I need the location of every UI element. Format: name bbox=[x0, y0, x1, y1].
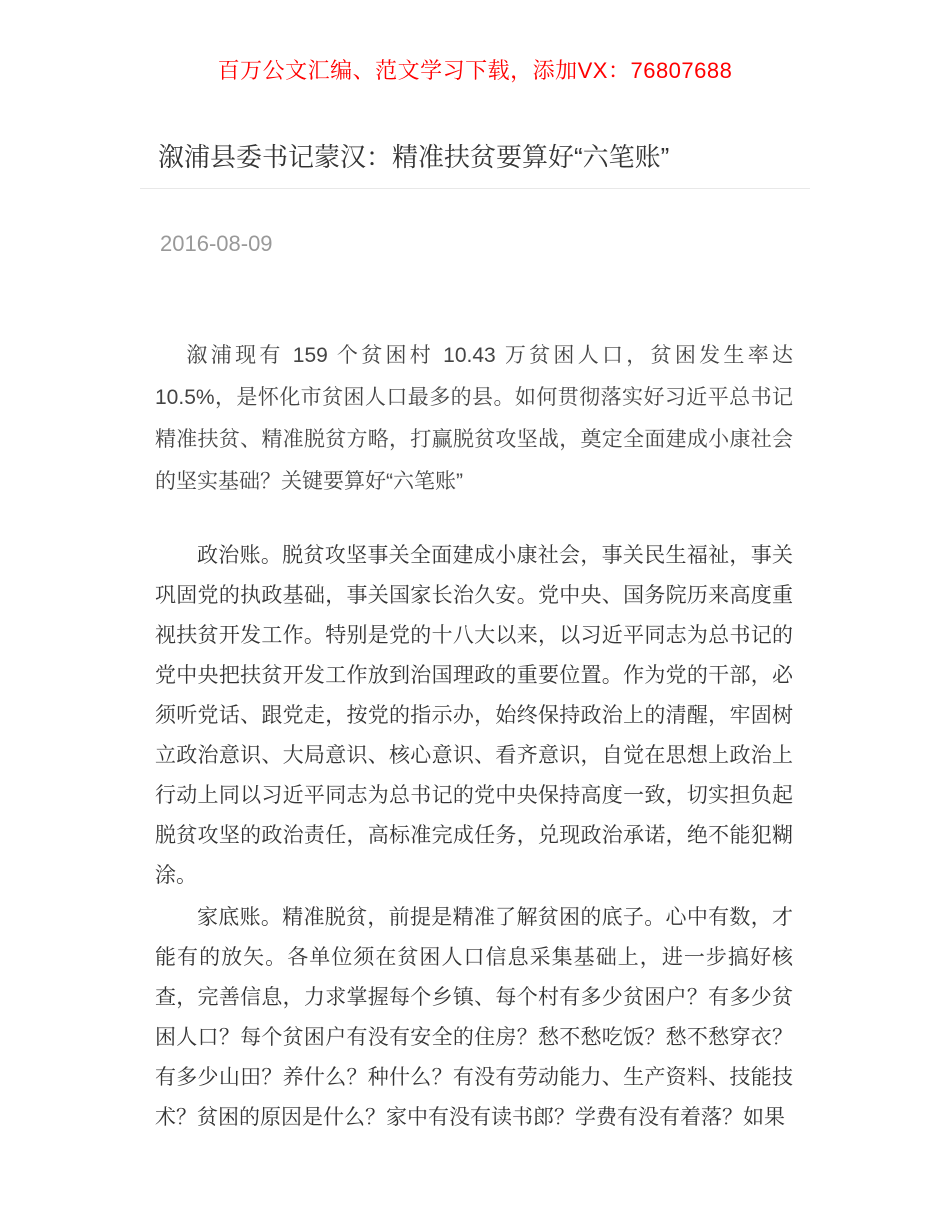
publish-date: 2016-08-09 bbox=[160, 230, 273, 256]
paragraph-lead: 溆浦现有 159 个贫困村 10.43 万贫困人口，贫困发生率达 10.5%，是怀化市贫困人口最多的县。如何贯彻落实好习近平总书记精准扶贫、精准脱贫方略，打赢脱贫攻坚战，奠定全面建成小康社会的坚实基础？关键要算好“六笔账” bbox=[155, 343, 793, 493]
paragraph-political-account: 政治账。脱贫攻坚事关全面建成小康社会，事关民生福祉，事关巩固党的执政基础，事关国家长治久安。党中央、国务院历来高度重视扶贫开发工作。特别是党的十八大以来，以习近平同志为总书记的党中央把扶贫开发工作放到治国理政的重要位置。作为党的干部，必须听党话、跟党走，按党的指示办，始终保持政治上的清醒，牢固树立政治意识、大局意识、核心意识、看齐意识，自觉在思想上政治上行动上同以习近平同志为总书记的党中央保持高度一致，切实担负起脱贫攻坚的政治责任，高标准完成任务，兑现政治承诺，绝不能犯糊涂。 bbox=[155, 542, 793, 887]
article bbox=[140, 141, 810, 1137]
article-body bbox=[155, 335, 793, 1137]
paragraph-family-account: 家底账。精准脱贫，前提是精准了解贫困的底子。心中有数，才能有的放矢。各单位须在贫困人口信息采集基础上，进一步搞好核查，完善信息，力求掌握每个乡镇、每个村有多少贫困户？有多少贫困人口？每个贫困户有没有安全的住房？愁不愁吃饭？愁不愁穿衣？有多少山田？养什么？种什么？有没有劳动能力、生产资料、技能技术？贫困的原因是什么？家中有没有读书郎？学费有没有着落？如果 bbox=[155, 904, 793, 1129]
promo-banner: 百万公文汇编、范文学习下载，添加VX：76807688 bbox=[217, 58, 733, 83]
article-title: 溆浦县委书记蒙汉：精准扶贫要算好“六笔账” bbox=[158, 142, 670, 172]
title-divider bbox=[140, 188, 810, 189]
